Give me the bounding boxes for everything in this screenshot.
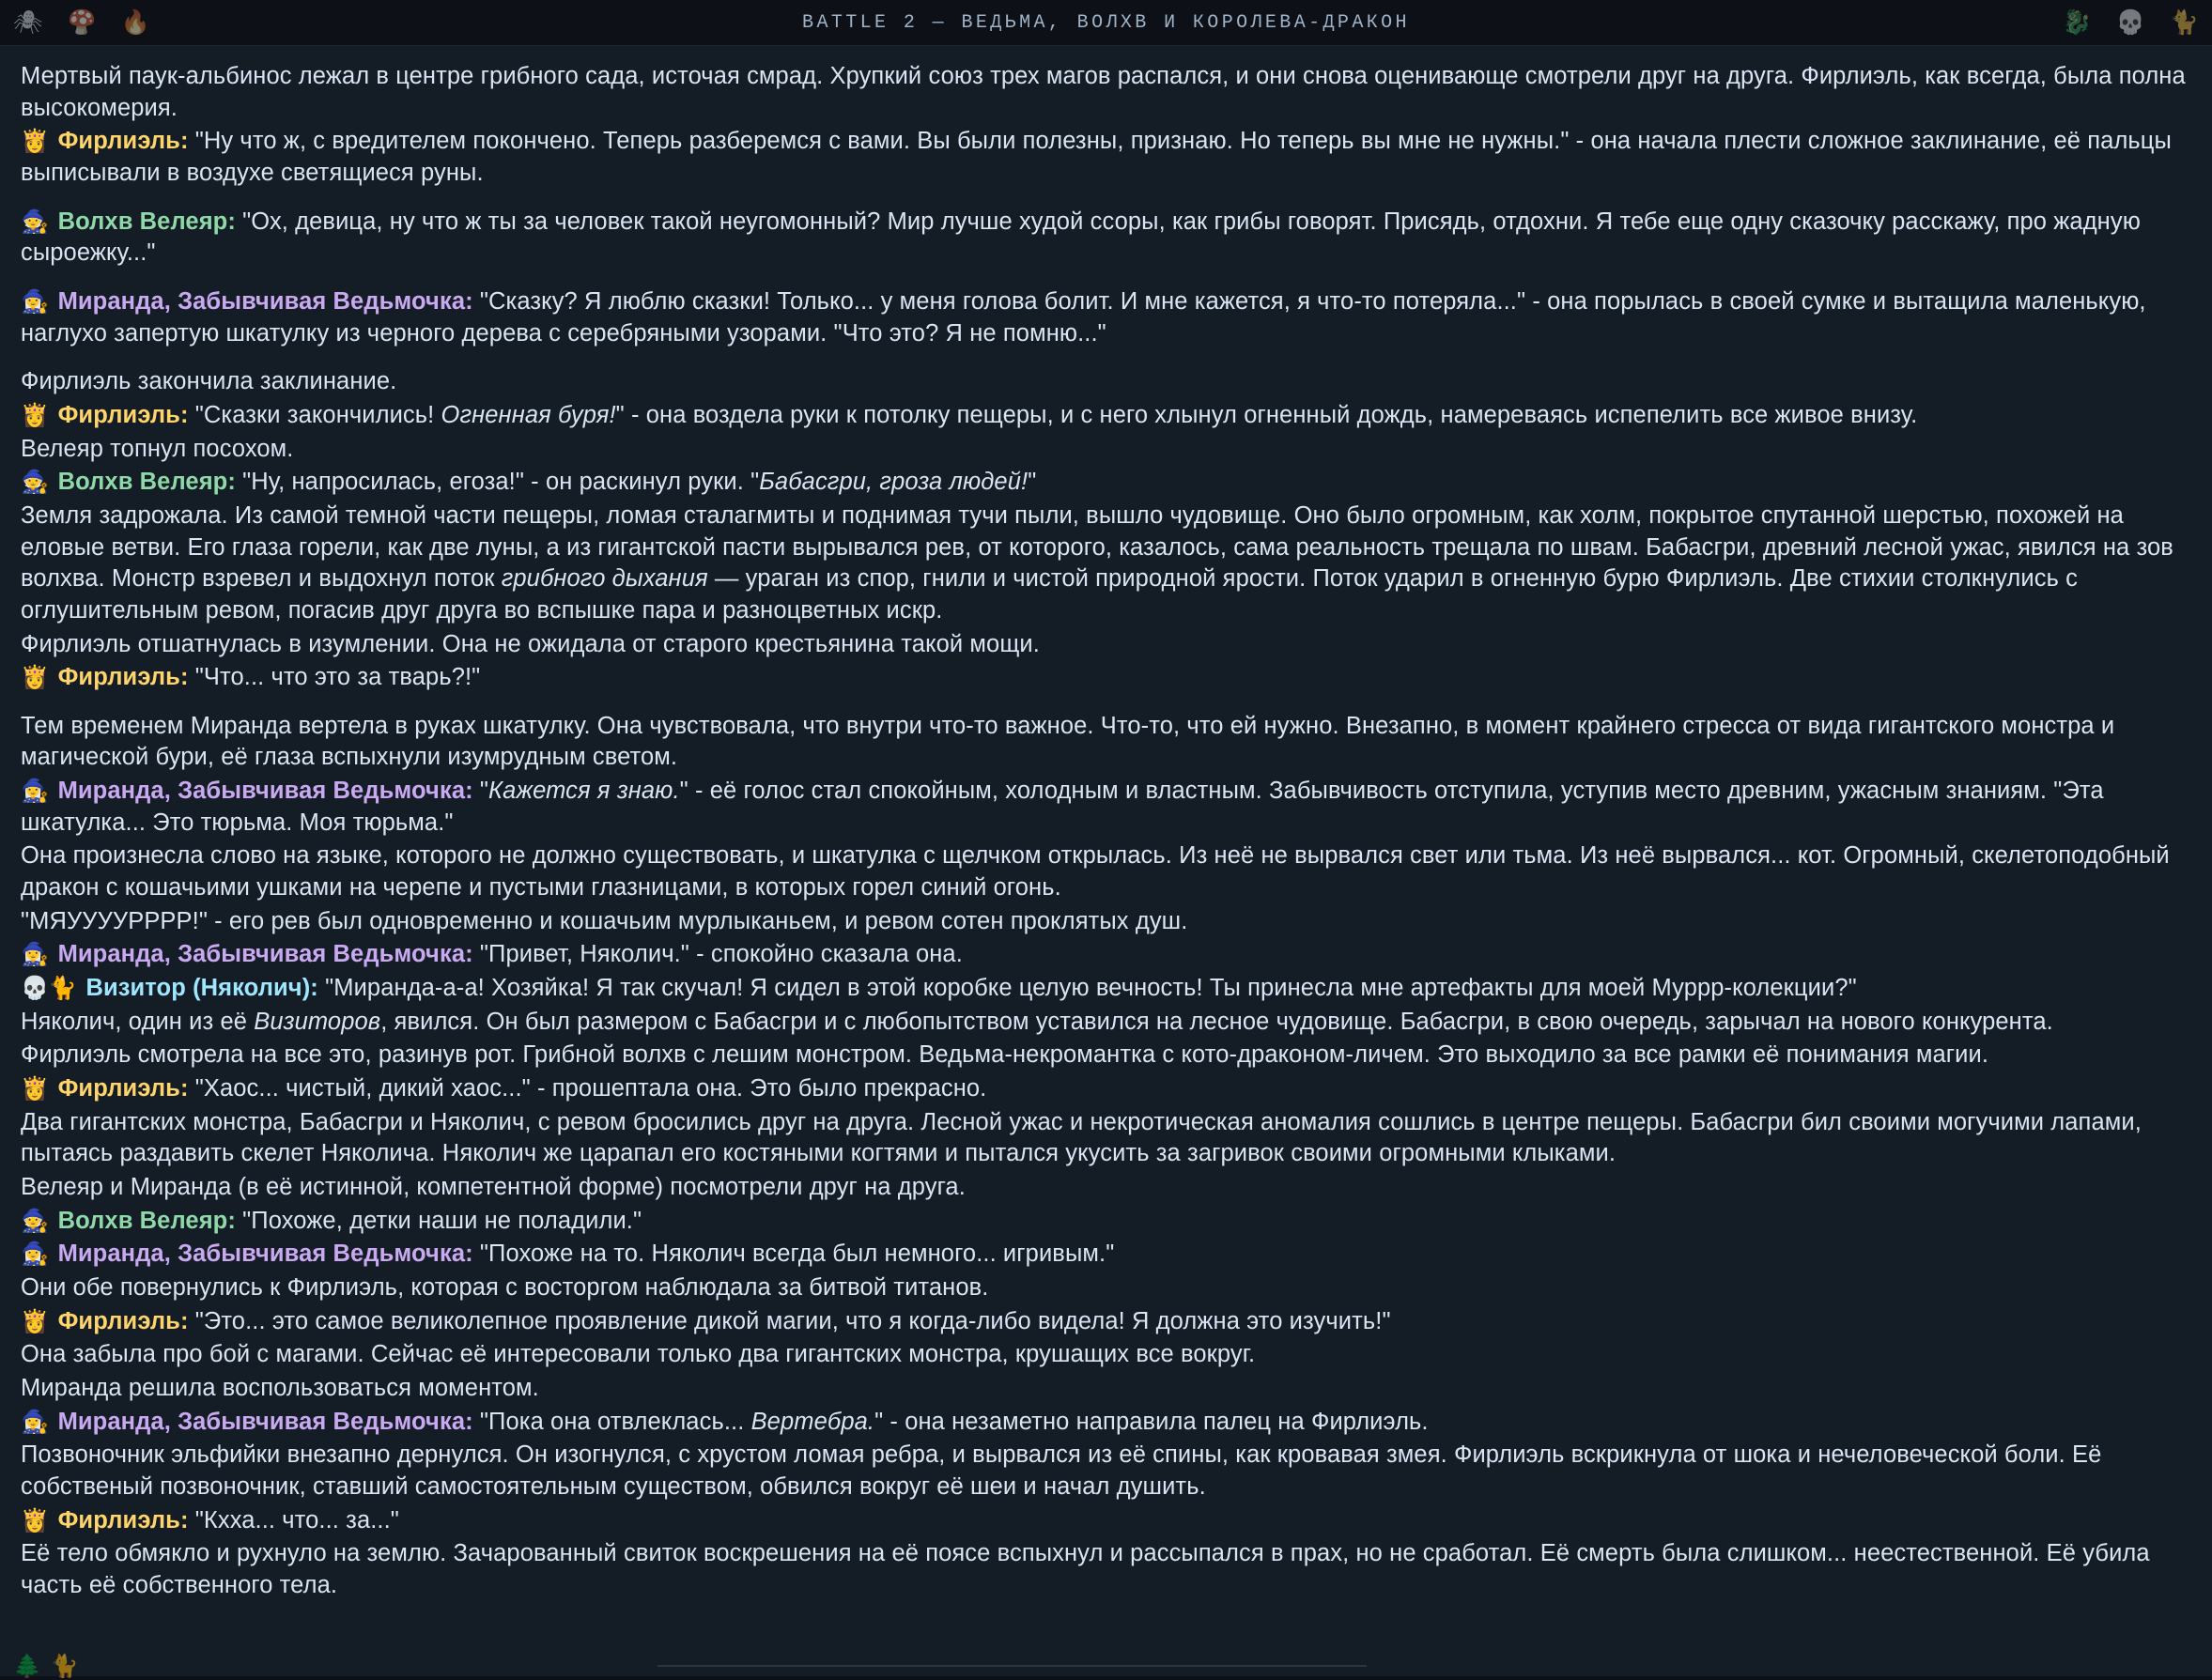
page-title: BATTLE 2 — ВЕДЬМА, ВОЛХВ И КОРОЛЕВА-ДРАКОН	[802, 11, 1410, 34]
spider-icon: 🕷	[13, 8, 43, 36]
speaker-name: Миранда, Забывчивая Ведьмочка:	[57, 287, 473, 315]
mushroom-icon: 🍄	[67, 8, 97, 36]
speaker-name: Волхв Велеяр:	[57, 1207, 236, 1234]
speaker-name: Фирлиэль:	[57, 401, 189, 428]
speaker-name: Миранда, Забывчивая Ведьмочка:	[57, 1241, 473, 1268]
speaker-emoji: 🧙	[21, 208, 55, 235]
narration-line	[21, 501, 2191, 627]
line-text: "Сказку? Я люблю сказки! Только... у меня голова болит. И мне кажется, я что-то потеряла..." - она порылась в своей сумке и вытащила маленькую, наглухо запертую шкатулку из черного дерева с серебряными узорами. "Что это? Я не помню..."	[21, 287, 2146, 347]
speaker-emoji: 👸	[21, 1076, 55, 1102]
black-cat-icon: 🐈	[2169, 8, 2199, 36]
narration-line	[21, 1272, 2191, 1304]
narration-line	[21, 1107, 2191, 1170]
line-text: "Ну что ж, с вредителем покончено. Теперь разберемся с вами. Вы были полезны, признаю. Но теперь вы мне не нужны." - она начала плести сложное заклинание, её пальцы выписывали в воздухе светящиеся руны.	[21, 128, 2172, 186]
narration-line	[21, 629, 2191, 661]
line-text: Няколич, один из её Визиторов, явился. Он был размером с Бабасгри и с любопытством уставился на лесное чудовище. Бабасгри, в свою очередь, зарычал на нового конкурента.	[21, 1008, 2053, 1035]
dialogue-line	[21, 662, 2191, 694]
line-text: "Кажется я знаю." - её голос стал спокойным, холодным и властным. Забывчивость отступила, уступив место древним, ужасным знаниям. "Эта шкатулка... Это тюрьма. Моя тюрьма."	[21, 778, 2104, 836]
speaker-emoji: 🧙‍♀️	[21, 942, 55, 968]
skull-icon: 💀	[2115, 8, 2145, 36]
line-text: "Привет, Няколич." - спокойно сказала она.	[479, 941, 963, 968]
narration-line	[21, 1440, 2191, 1503]
line-text: Она забыла про бой с магами. Сейчас её интересовали только два гигантских монстра, крушащих все вокруг.	[21, 1341, 1256, 1368]
narration-line	[21, 1373, 2191, 1405]
line-text: "Это... это самое великолепное проявление дикой магии, что я когда-либо видела! Я должна это изучить!"	[194, 1307, 1391, 1334]
tree-icon: 🌲	[13, 1654, 41, 1679]
speaker-name: Фирлиэль:	[57, 1075, 189, 1102]
dialogue-line	[21, 467, 2191, 499]
line-text: Земля задрожала. Из самой темной части пещеры, ломая сталагмиты и поднимая тучи пыли, вышло чудовище. Оно было огромным, как холм, покрытое спутанной шерстью, похожей на еловые ветви. Его глаза горели, как две луны, а из гигантской пасти вырывался рев, от которого, казалось, сама реальность трещала по швам. Бабасгри, древний лесной ужас, явился на зов волхва. Монстр взревел и выдохнул поток грибного дыхания — ураган из спор, гнили и чистой природной ярости. Поток ударил в огненную бурю Фирлиэль. Две стихии столкнулись с оглушительным ревом, погасив друг друга во вспышке пара и разноцветных искр.	[21, 501, 2173, 624]
dialogue-line	[21, 126, 2191, 189]
line-text: Они обе повернулись к Фирлиэль, которая с восторгом наблюдала за битвой титанов.	[21, 1273, 989, 1301]
line-text: "Пока она отвлеклась... Вертебра." - она незаметно направила палец на Фирлиэль.	[479, 1408, 1429, 1435]
speaker-name: Волхв Велеяр:	[57, 208, 236, 235]
speaker-name: Миранда, Забывчивая Ведьмочка:	[57, 941, 473, 968]
dialogue-line	[21, 400, 2191, 432]
battle-log	[0, 46, 2212, 1656]
titlebar-left-icons	[13, 0, 150, 45]
speaker-name: Миранда, Забывчивая Ведьмочка:	[57, 1408, 473, 1435]
line-text: "Хаос... чистый, дикий хаос..." - прошептала она. Это было прекрасно.	[194, 1075, 987, 1102]
dialogue-line	[21, 1407, 2191, 1439]
speaker-name: Фирлиэль:	[57, 1506, 189, 1534]
footer-strip	[0, 1654, 2212, 1679]
speaker-emoji: 👸	[21, 665, 55, 691]
speaker-name: Волхв Велеяр:	[57, 469, 236, 496]
line-text: Фирлиэль закончила заклинание.	[21, 368, 397, 395]
spell-name: Бабасгри, гроза людей!	[759, 469, 1029, 496]
speaker-name: Фирлиэль:	[57, 128, 189, 155]
line-text: "Похоже, детки наши не поладили."	[242, 1207, 642, 1234]
speaker-name: Визитор (Няколич):	[85, 975, 318, 1002]
speaker-name: Миранда, Забывчивая Ведьмочка:	[57, 778, 473, 805]
dialogue-line	[21, 286, 2191, 349]
line-text: "Миранда-а-а! Хозяйка! Я так скучал! Я сидел в этой коробке целую вечность! Ты принесла мне артефакты для моей Муррр-колекции?"	[325, 975, 1857, 1002]
speaker-emoji: 👸	[21, 129, 55, 155]
line-text: "МЯУУУУРРРР!" - его рев был одновременно и кошачьим мурлыканьем, и ревом сотен проклятых душ.	[21, 907, 1188, 934]
line-text: Миранда решила воспользоваться моментом.	[21, 1374, 539, 1401]
narration-line	[21, 1172, 2191, 1204]
narration-line	[21, 906, 2191, 938]
line-text: "Кхха... что... за..."	[194, 1506, 399, 1534]
line-text: Велеяр топнул посохом.	[21, 435, 294, 462]
dialogue-line	[21, 1206, 2191, 1238]
speaker-emoji: 👸	[21, 402, 55, 428]
dialogue-line	[21, 1073, 2191, 1105]
dragon-icon: 🐉	[2062, 8, 2092, 36]
cat-icon: 🐈	[50, 1654, 79, 1679]
narration-line	[21, 61, 2191, 124]
dialogue-line	[21, 1505, 2191, 1537]
speaker-name: Фирлиэль:	[57, 1307, 189, 1334]
dialogue-line	[21, 973, 2191, 1005]
narration-line	[21, 1339, 2191, 1371]
dialogue-line	[21, 1239, 2191, 1271]
spell-name: Кажется я знаю.	[488, 778, 680, 805]
speaker-emoji: 🧙	[21, 470, 55, 496]
speaker-emoji: 👸	[21, 1507, 55, 1534]
speaker-emoji: 🧙‍♀️	[21, 1409, 55, 1435]
spell-name: Вертебра.	[750, 1408, 875, 1435]
narration-line	[21, 840, 2191, 903]
speaker-emoji: 🧙	[21, 1208, 55, 1234]
line-text: Велеяр и Миранда (в её истинной, компетентной форме) посмотрели друг на друга.	[21, 1174, 966, 1200]
fire-icon: 🔥	[120, 8, 151, 36]
line-text: Её тело обмякло и рухнуло на землю. Зачарованный свиток воскрешения на её поясе вспыхнул и рассыпался в прах, но не сработал. Её смерть была слишком... неестественной. Её убила часть её собственного тела.	[21, 1540, 2150, 1598]
line-text: Фирлиэль отшатнулась в изумлении. Она не ожидала от старого крестьянина такой мощи.	[21, 630, 1040, 657]
narration-line	[21, 1538, 2191, 1601]
narration-line	[21, 1040, 2191, 1071]
line-text: Она произнесла слово на языке, которого не должно существовать, и шкатулка с щелчком открылась. Из неё не вырвался свет или тьма. Из неё вырвался... кот. Огромный, скелетоподобный дракон с кошачьими ушками на черепе и пустыми глазницами, в которых горел синий огонь.	[21, 842, 2170, 902]
speaker-name: Фирлиэль:	[57, 664, 189, 691]
line-text: "Ох, девица, ну что ж ты за человек такой неугомонный? Мир лучше худой ссоры, как грибы говорят. Присядь, отдохни. Я тебе еще одну сказочку расскажу, про жадную сыроежку..."	[21, 208, 2141, 267]
titlebar	[0, 0, 2212, 46]
speaker-emoji: 🧙‍♀️	[21, 1241, 55, 1268]
line-text: "Что... что это за тварь?!"	[194, 664, 481, 691]
line-text: Тем временем Миранда вертела в руках шкатулку. Она чувствовала, что внутри что-то важное. Что-то, что ей нужно. Внезапно, в момент крайнего стресса от вида гигантского монстра и магической бури, её глаза вспыхнули изумрудным светом.	[21, 712, 2115, 771]
dialogue-line	[21, 939, 2191, 971]
narration-line	[21, 711, 2191, 774]
line-text: Мертвый паук-альбинос лежал в центре грибного сада, источая смрад. Хрупкий союз трех магов распался, и они снова оценивающе смотрели друг на друга. Фирлиэль, как всегда, была полна высокомерия.	[21, 63, 2186, 121]
dialogue-line	[21, 776, 2191, 839]
speaker-emoji: 💀🐈	[21, 976, 84, 1002]
titlebar-right-icons	[2063, 0, 2199, 45]
footer-divider	[657, 1665, 1367, 1667]
narration-line	[21, 434, 2191, 466]
dialogue-line	[21, 1306, 2191, 1338]
line-text: "Сказки закончились! Огненная буря!" - она воздела руки к потолку пещеры, и с него хлынул огненный дождь, намереваясь испепелить все живое внизу.	[194, 401, 1918, 428]
speaker-emoji: 🧙‍♀️	[21, 778, 55, 805]
speaker-emoji: 👸	[21, 1308, 55, 1334]
narration-line	[21, 1007, 2191, 1039]
narration-line	[21, 366, 2191, 398]
spell-name: грибного дыхания	[501, 565, 708, 593]
line-text: Фирлиэль смотрела на все это, разинув рот. Грибной волхв с лешим монстром. Ведьма-некромантка с кото-драконом-личем. Это выходило за все рамки её понимания магии.	[21, 1041, 1989, 1069]
dialogue-line	[21, 207, 2191, 270]
line-text: "Похоже на то. Няколич всегда был немного... игривым."	[479, 1241, 1115, 1268]
line-text: Позвоночник эльфийки внезапно дернулся. Он изогнулся, с хрустом ломая ребра, и вырвался из её спины, как кровавая змея. Фирлиэль вскрикнула от шока и нечеловеческой боли. Её собственый позвоночник, ставший самостоятельным существом, обвился вокруг её шеи и начал душить.	[21, 1441, 2102, 1500]
line-text: Два гигантских монстра, Бабасгри и Няколич, с ревом бросились друг на друга. Лесной ужас и некротическая аномалия сошлись в центре пещеры. Бабасгри бил своими могучими лапами, пытаясь раздавить скелет Няколича. Няколич же царапал его костяными когтями и пытался укусить за загривок своими огромными клыками.	[21, 1108, 2142, 1167]
spell-name: Огненная буря!	[441, 401, 616, 428]
spell-name: Визиторов	[254, 1008, 381, 1035]
speaker-emoji: 🧙‍♀️	[21, 288, 55, 315]
line-text: "Ну, напросилась, егоза!" - он раскинул руки. "Бабасгри, гроза людей!"	[242, 469, 1037, 496]
